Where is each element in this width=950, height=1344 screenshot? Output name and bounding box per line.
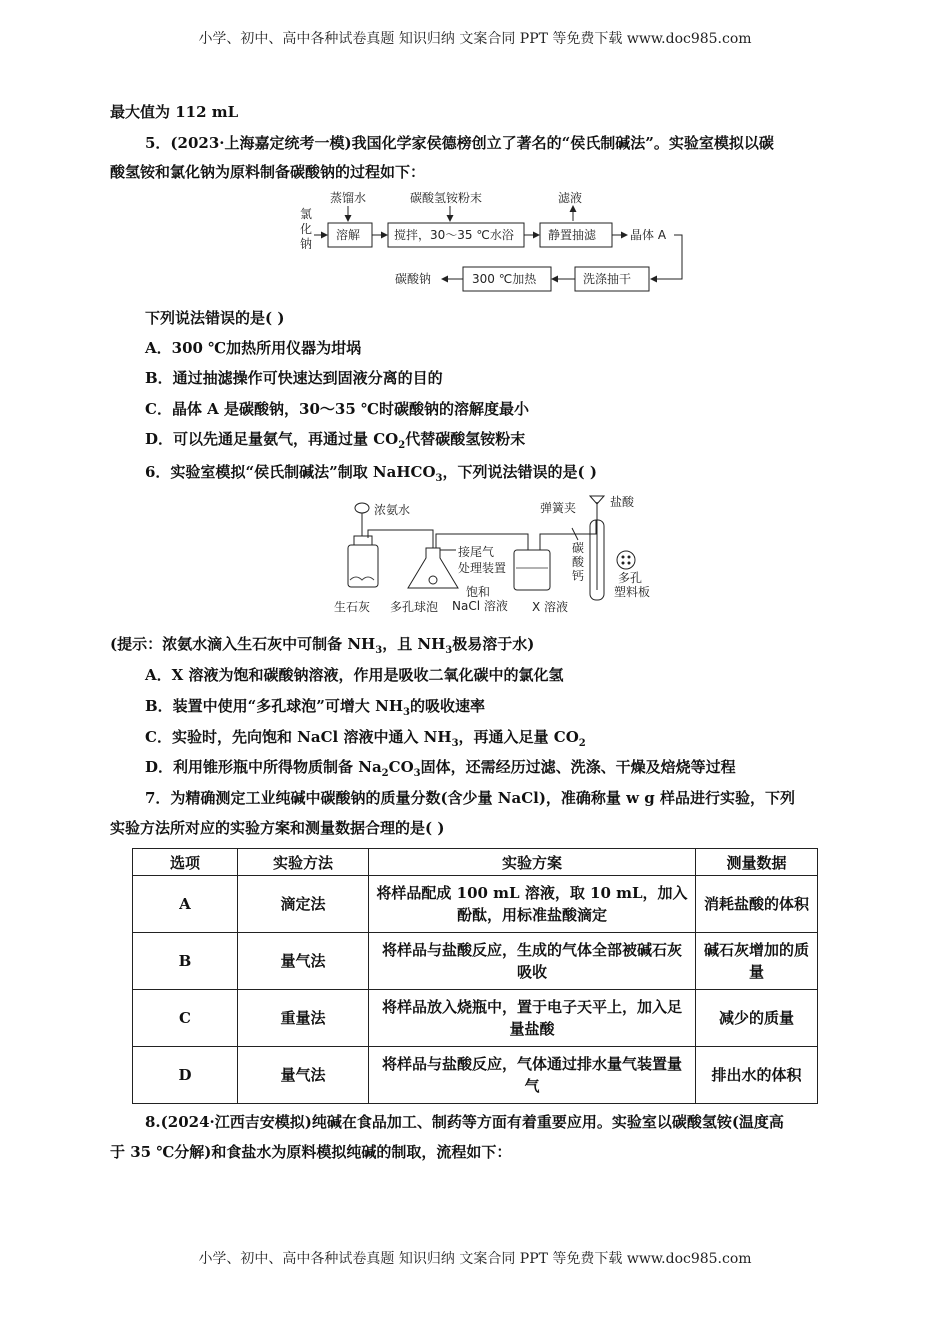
table-row: [133, 876, 818, 933]
label-hcl: 盐酸: [610, 495, 635, 509]
flow-box-stir-label: 搅拌，30～35 ℃水浴: [394, 228, 514, 242]
flow-top-label-nh4hco3: 碳酸氢铵粉末: [410, 191, 483, 205]
col-data: 测量数据: [696, 849, 818, 876]
label-caco3-1: 碳: [572, 541, 585, 555]
flow-top-label-water: 蒸馏水: [330, 191, 367, 205]
flow-box-heat-label: 300 ℃加热: [472, 272, 537, 286]
label-porous-bulb: 多孔球泡: [390, 600, 439, 614]
q5-option-c: C．晶体 A 是碳酸钠，30～35 ℃时碳酸钠的溶解度最小: [145, 400, 529, 418]
table-header-row: [133, 849, 818, 876]
table-row: [133, 933, 818, 990]
flow-start-char2: 化: [300, 222, 313, 236]
cell-method: 量气法: [238, 1047, 369, 1104]
q5-stem-line1: 5．(2023·上海嘉定统考一模)我国化学家侯德榜创立了著名的“侯氏制碱法”。实验室模拟以碳: [145, 134, 774, 152]
flow-box-dissolve-label: 溶解: [336, 228, 361, 242]
carry-over-answer: 最大值为 112 mL: [110, 103, 239, 121]
flow-box-filter-label: 静置抽滤: [548, 228, 597, 242]
q5-stem-line2: 酸氢铵和氯化钠为原料制备碳酸钠的过程如下：: [110, 163, 426, 181]
q8-stem-line1: 8.(2024·江西吉安模拟)纯碱在食品加工、制药等方面有着重要应用。实验室以碳酸氢铵(温度高: [145, 1113, 784, 1131]
cell-data: 消耗盐酸的体积: [696, 876, 818, 933]
label-sat-1: 饱和: [466, 585, 491, 599]
col-plan: 实验方案: [369, 849, 696, 876]
wash-bottle-x: [514, 550, 550, 590]
q5-question: 下列说法错误的是( ): [145, 309, 285, 327]
flask-quicklime: [348, 545, 378, 587]
q6-option-d: D．利用锥形瓶中所得物质制备 $Na_2CO_3$固体，还需经历过滤、洗涤、干燥及焙烧等过程: [145, 758, 736, 779]
label-caco3-3: 钙: [572, 569, 585, 583]
label-sat-nacl: NaCl 溶液: [452, 599, 508, 613]
q6-option-c: C．实验时，先向饱和 NaCl 溶液中通入 $NH_3$，再通入足量 $CO_2$: [145, 728, 586, 749]
q8-stem-line2: 于 35 ℃分解)和食盐水为原料模拟纯碱的制取，流程如下：: [110, 1143, 512, 1161]
cell-method: 量气法: [238, 933, 369, 990]
cell-data: 减少的质量: [696, 990, 818, 1047]
q5-option-a: A．300 ℃加热所用仪器为坩埚: [145, 339, 362, 357]
cell-method: 重量法: [238, 990, 369, 1047]
cell-plan: 将样品与盐酸反应，气体通过排水量气装置量气: [369, 1047, 696, 1104]
label-conc-ammonia: 浓氨水: [374, 503, 411, 517]
flow-end-na2co3: 碳酸钠: [395, 272, 432, 286]
q6-stem: 6．实验室模拟“侯氏制碱法”制取 NaHCO$_3$，下列说法错误的是( ): [145, 463, 597, 484]
label-porous-1: 多孔: [618, 571, 643, 585]
q7-stem-line1: 7．为精确测定工业纯碱中碳酸钠的质量分数(含少量 NaCl)，准确称量 w g 样品进行实验，下列: [145, 789, 795, 807]
flow-box-wash-label: 洗涤抽干: [583, 272, 632, 286]
label-spring-clamp: 弹簧夹: [540, 501, 577, 515]
cell-data: 碱石灰增加的质量: [696, 933, 818, 990]
q6-apparatus-diagram: [328, 490, 668, 618]
table-row: [133, 990, 818, 1047]
cell-option: B: [133, 933, 238, 990]
label-quicklime: 生石灰: [334, 600, 371, 614]
cell-plan: 将样品放入烧瓶中，置于电子天平上，加入足量盐酸: [369, 990, 696, 1047]
q6-option-a: A．X 溶液为饱和碳酸钠溶液，作用是吸收二氧化碳中的氯化氢: [145, 666, 564, 684]
page-header: 小学、初中、高中各种试卷真题 知识归纳 文案合同 PPT 等免费下载 www.doc985.com: [198, 31, 752, 47]
cell-option: C: [133, 990, 238, 1047]
q5-flow-diagram: [290, 188, 700, 298]
label-tail-gas-1: 接尾气: [458, 545, 495, 559]
cell-plan: 将样品配成 100 mL 溶液，取 10 mL，加入酚酞，用标准盐酸滴定: [369, 876, 696, 933]
q6-option-b: B．装置中使用“多孔球泡”可增大 $NH_3$的吸收速率: [145, 697, 486, 718]
col-option: 选项: [133, 849, 238, 876]
cell-data: 排出水的体积: [696, 1047, 818, 1104]
flow-start-char3: 钠: [300, 237, 313, 251]
q5-option-b: B．通过抽滤操作可快速达到固液分离的目的: [145, 369, 443, 387]
cell-method: 滴定法: [238, 876, 369, 933]
table-row: [133, 1047, 818, 1104]
flow-start-char1: 氯: [300, 207, 313, 221]
label-tail-gas-2: 处理装置: [458, 561, 507, 575]
cell-option: A: [133, 876, 238, 933]
cell-option: D: [133, 1047, 238, 1104]
label-x-solution: X 溶液: [532, 600, 569, 614]
q6-hint: (提示：浓氨水滴入生石灰中可制备 $NH_3$，且 $NH_3$极易溶于水): [110, 635, 535, 656]
q5-option-d: D．可以先通足量氨气，再通过量 $CO_2$代替碳酸氢铵粉末: [145, 430, 526, 451]
label-plastic-plate: 塑料板: [614, 585, 651, 599]
label-caco3-2: 酸: [572, 555, 585, 569]
conical-flask: [408, 548, 458, 588]
q7-stem-line2: 实验方法所对应的实验方案和测量数据合理的是( ): [110, 819, 445, 837]
col-method: 实验方法: [238, 849, 369, 876]
flow-crystal-a: 晶体 A: [630, 228, 667, 242]
q7-table: [132, 848, 818, 1104]
flow-top-label-filtrate: 滤液: [558, 191, 583, 205]
page-footer: 小学、初中、高中各种试卷真题 知识归纳 文案合同 PPT 等免费下载 www.doc985.com: [198, 1251, 752, 1267]
cell-plan: 将样品与盐酸反应，生成的气体全部被碱石灰吸收: [369, 933, 696, 990]
